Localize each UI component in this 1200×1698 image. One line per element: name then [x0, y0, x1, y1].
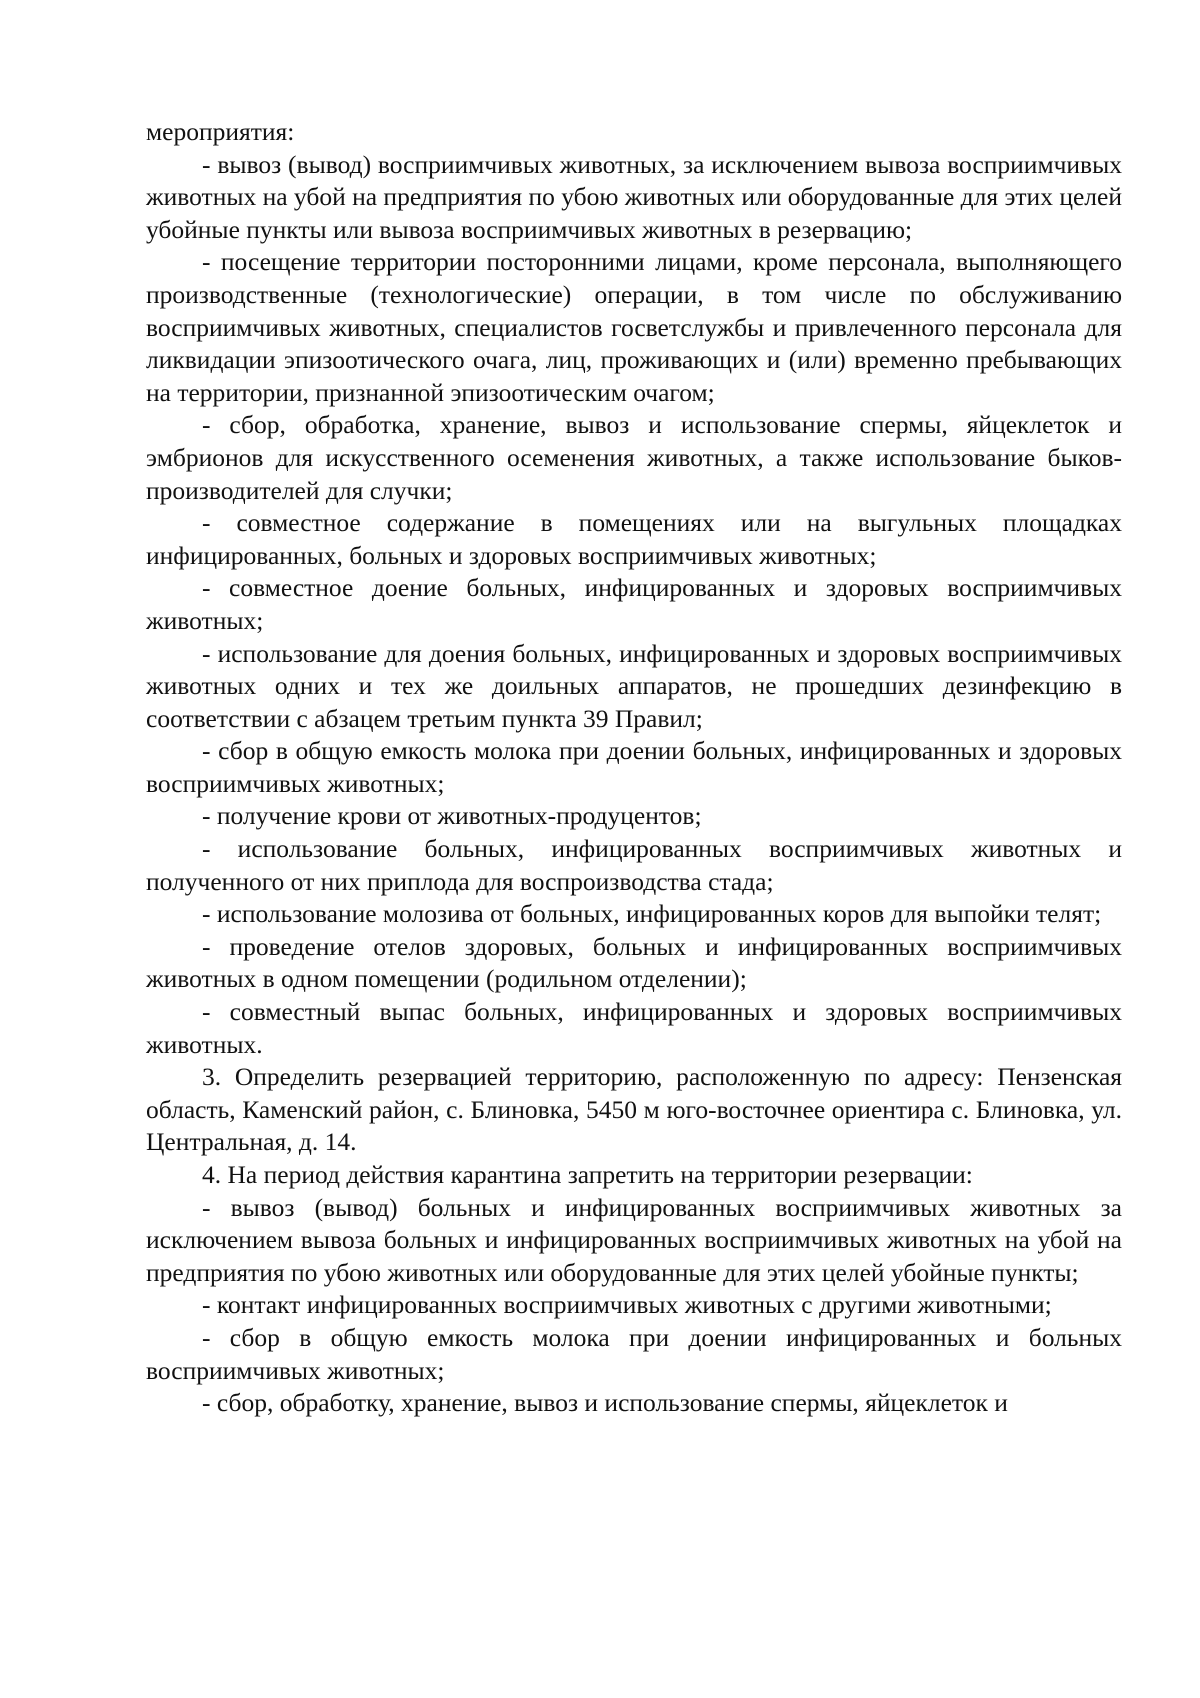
paragraph-visit-ban: - посещение территории посторонними лицами, кроме персонала, выполняющего производственные (технологические) операции, в том числе по обслуживанию восприимчивых животных, специалистов госветслужбы и привлеченного персонала для ликвидации эпизоотического очага, лиц, проживающих и (или) временно пребывающих на территории, признанной эпизоотическим очагом; [146, 247, 1122, 407]
paragraph-reservation-milk-ban: - сбор в общую емкость молока при доении инфицированных и больных восприимчивых животных; [146, 1322, 1122, 1385]
paragraph-colostrum-ban: - использование молозива от больных, инфицированных коров для выпойки телят; [202, 899, 1102, 929]
paragraph-activities-heading: мероприятия: [146, 117, 295, 146]
paragraph-sperm-ban: - сбор, обработка, хранение, вывоз и использование спермы, яйцеклеток и эмбрионов для искусственного осеменения животных, а также использование быков-производителей для случки; [146, 410, 1122, 505]
document-page [146, 116, 1122, 1420]
paragraph-milk-collection-ban: - сбор в общую емкость молока при доении больных, инфицированных и здоровых восприимчивых животных; [146, 736, 1122, 798]
paragraph-export-ban: - вывоз (вывод) восприимчивых животных, за исключением вывоза восприимчивых животных на убой на предприятия по убою животных или оборудованные для этих целей убойные пункты или вывоза восприимчивых животных в резервацию; [146, 149, 1122, 244]
paragraph-blood-ban: - получение крови от животных-продуцентов; [202, 801, 702, 831]
paragraph-grazing-ban: - совместный выпас больных, инфицированных и здоровых восприимчивых животных. [146, 997, 1122, 1059]
paragraph-item-3: 3. Определить резервацией территорию, расположенную по адресу: Пензенская область, Каменский район, с. Блиновка, 5450 м юго-восточнее ориентира с. Блиновка, ул. Центральная, д. 14. [146, 1062, 1122, 1157]
paragraph-contact-ban: - контакт инфицированных восприимчивых животных с другими животными; [202, 1290, 1052, 1320]
paragraph-calving-ban: - проведение отелов здоровых, больных и инфицированных восприимчивых животных в одном помещении (родильном отделении); [146, 931, 1122, 994]
paragraph-joint-keeping-ban: - совместное содержание в помещениях или на выгульных площадках инфицированных, больных и здоровых восприимчивых животных; [146, 508, 1122, 570]
paragraph-reservation-export-ban: - вывоз (вывод) больных и инфицированных восприимчивых животных за исключением вывоза больных и инфицированных восприимчивых животных на убой на предприятия по убою животных или оборудованные для этих целей убойные пункты; [146, 1192, 1122, 1287]
paragraph-milking-equipment-ban: - использование для доения больных, инфицированных и здоровых восприимчивых животных одних и тех же доильных аппаратов, не прошедших дезинфекцию в соответствии с абзацем третьим пункта 39 Правил; [146, 638, 1122, 733]
paragraph-joint-milking-ban: - совместное доение больных, инфицированных и здоровых восприимчивых животных; [146, 573, 1122, 635]
paragraph-reservation-sperm-ban: - сбор, обработку, хранение, вывоз и использование спермы, яйцеклеток и [202, 1388, 1008, 1418]
paragraph-reproduction-ban: - использование больных, инфицированных восприимчивых животных и полученного от них приплода для воспроизводства стада; [146, 834, 1122, 896]
paragraph-item-4: 4. На период действия карантина запретить на территории резервации: [202, 1160, 973, 1189]
